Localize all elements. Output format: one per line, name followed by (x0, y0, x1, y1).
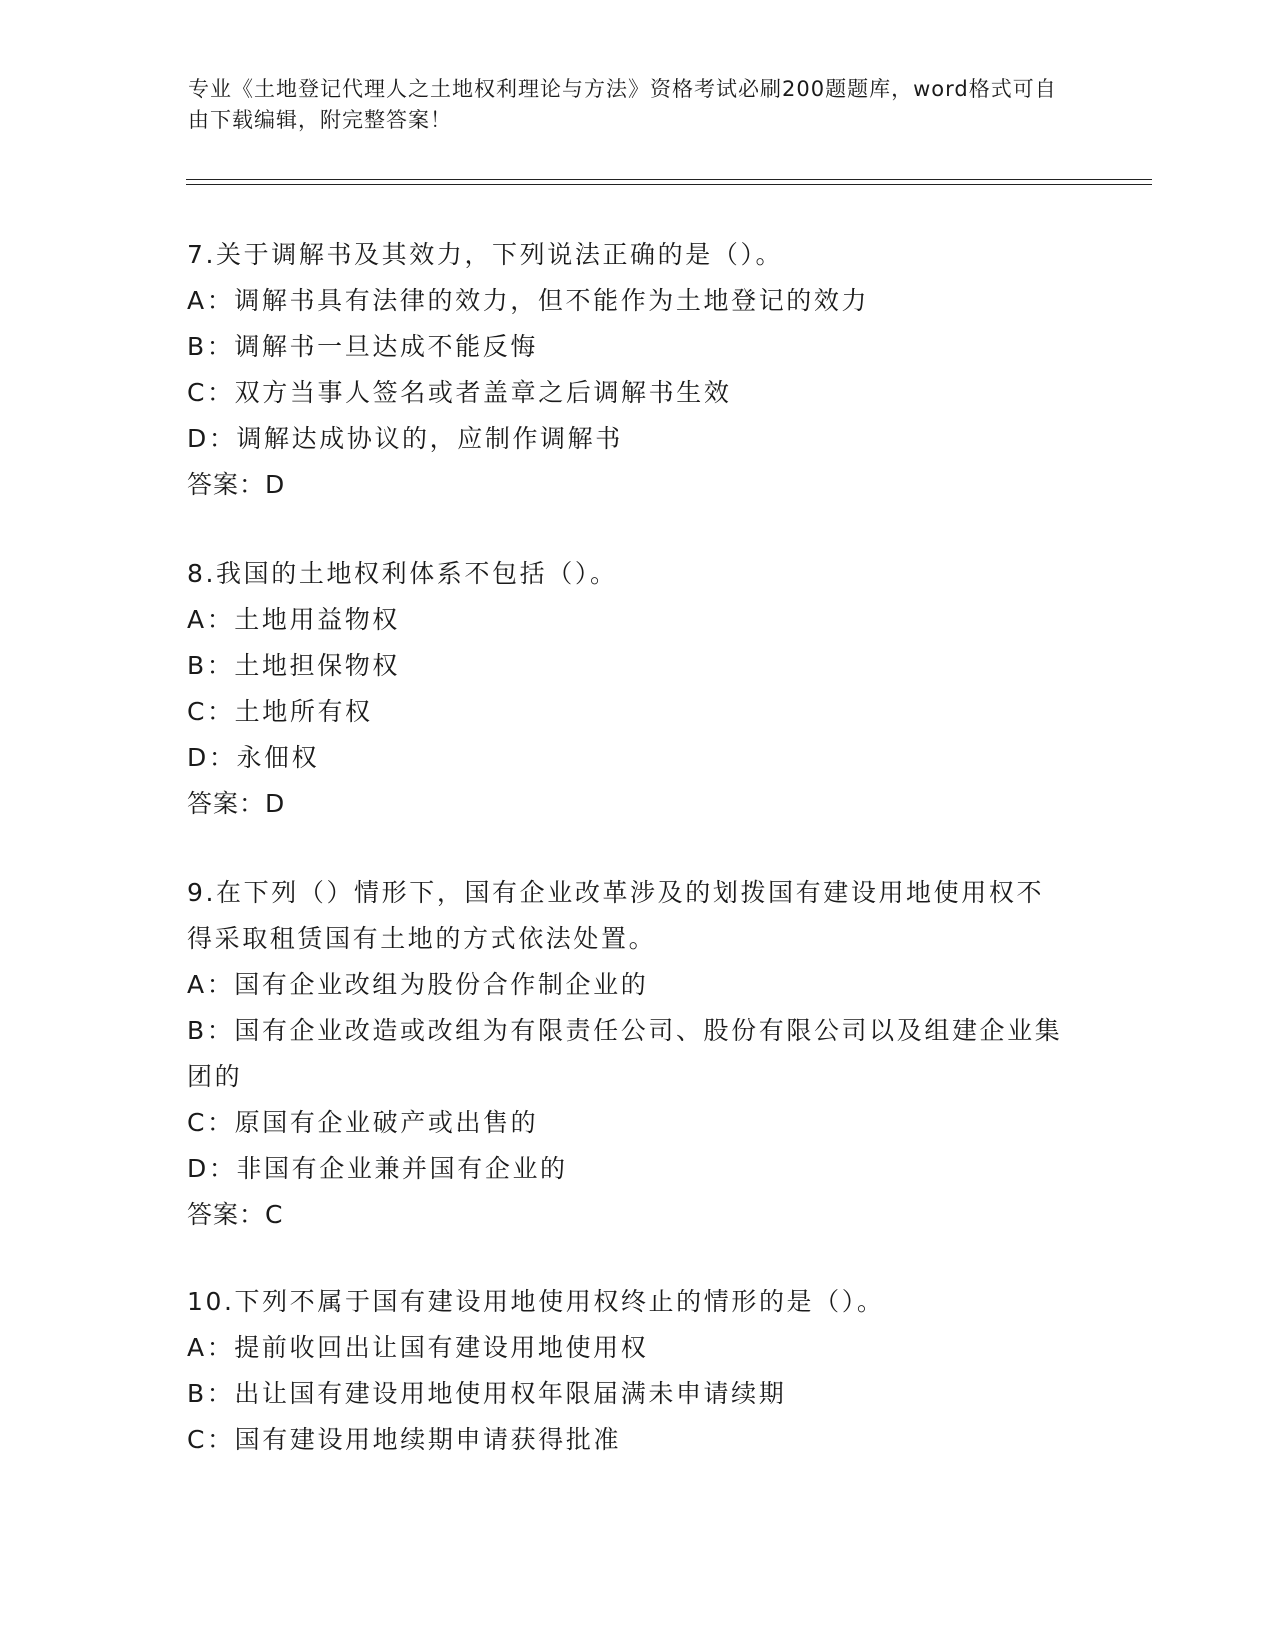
option-d: D：调解达成协议的，应制作调解书 (187, 424, 623, 453)
question-10 (187, 1279, 1087, 1463)
option-b: B：调解书一旦达成不能反悔 (187, 332, 538, 361)
option-a: A：土地用益物权 (187, 605, 400, 634)
question-stem: 8.我国的土地权利体系不包括（）。 (187, 559, 618, 588)
option-d: D：永佃权 (187, 743, 320, 772)
document-header: 专业《土地登记代理人之土地权利理论与方法》资格考试必刷200题题库，word格式可自由下载编辑，附完整答案！ (188, 77, 1057, 132)
answer: 答案：D (187, 789, 286, 818)
question-stem: 10.下列不属于国有建设用地使用权终止的情形的是（）。 (187, 1287, 885, 1316)
option-a: A：提前收回出让国有建设用地使用权 (187, 1333, 649, 1362)
option-c: C：国有建设用地续期申请获得批准 (187, 1425, 622, 1454)
answer: 答案：D (187, 470, 286, 499)
question-9 (187, 870, 1087, 1238)
option-b: B：国有企业改造或改组为有限责任公司、股份有限公司以及组建企业集团的 (187, 1016, 1063, 1091)
option-c: C：原国有企业破产或出售的 (187, 1108, 539, 1137)
option-a: A：国有企业改组为股份合作制企业的 (187, 970, 649, 999)
answer: 答案：C (187, 1200, 284, 1229)
option-b: B：土地担保物权 (187, 651, 400, 680)
option-c: C：双方当事人签名或者盖章之后调解书生效 (187, 378, 732, 407)
option-d: D：非国有企业兼并国有企业的 (187, 1154, 568, 1183)
option-a: A：调解书具有法律的效力，但不能作为土地登记的效力 (187, 286, 870, 315)
question-stem: 9.在下列（）情形下，国有企业改革涉及的划拨国有建设用地使用权不得采取租赁国有土地的方式依法处置。 (187, 878, 1045, 953)
question-8 (187, 551, 1087, 827)
option-b: B：出让国有建设用地使用权年限届满未申请续期 (187, 1379, 787, 1408)
question-7 (187, 232, 1087, 508)
question-stem: 7.关于调解书及其效力，下列说法正确的是（）。 (187, 240, 784, 269)
header-divider (186, 179, 1152, 180)
header-divider-second (186, 184, 1152, 185)
option-c: C：土地所有权 (187, 697, 373, 726)
